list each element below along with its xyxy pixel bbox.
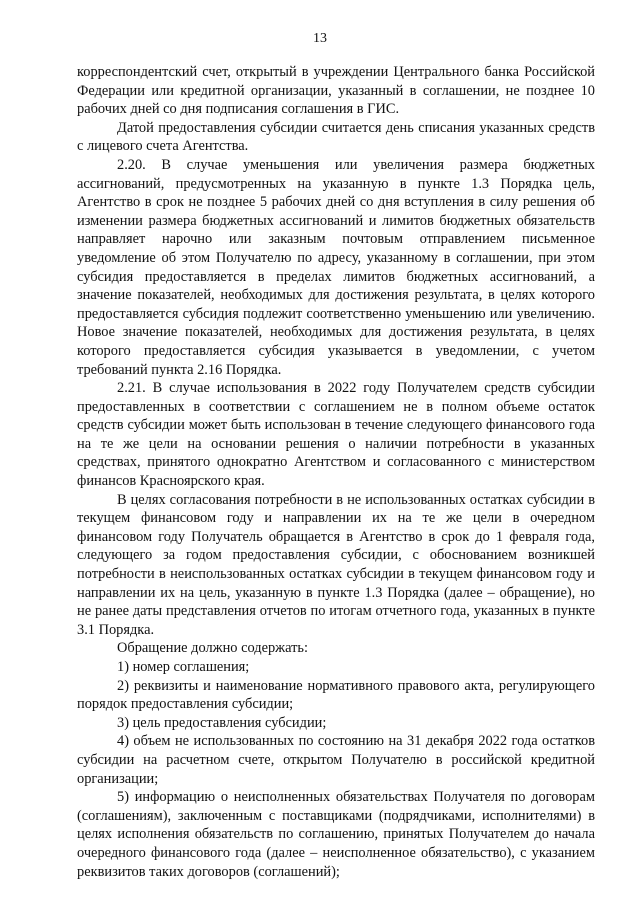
paragraph-2-20: 2.20. В случае уменьшения или увеличения размера бюджетных ассигнований, предусмотренных на указанную в пункте 1.3 Порядка цель, Агентство в срок не позднее 5 рабочих дней со дня вступления в силу решения об изменении размера бюджетных ассигнований и лимитов бюджетных обязательств направляет нарочно или заказным почтовым отправлением письменное уведомление об этом Получателю по адресу, указанному в соглашении, при этом субсидия предоставляется в пределах лимитов бюджетных ассигнований, а значение показателей, необходимых для достижения результата, в целях которого предоставляется субсидия подлежит соответственно уменьшению или увеличению. Новое значение показателей, необходимых для достижения результата, в целях которого предоставляется субсидия указывается в уведомлении, с учетом требований пункта 2.16 Порядка.: [77, 156, 595, 378]
document-body: [77, 63, 595, 881]
list-item-3: 3) цель предоставления субсидии;: [117, 714, 327, 731]
paragraph-correspondent-account: корреспондентский счет, открытый в учреждении Центрального банка Российской Федерации или кредитной организации, указанный в соглашении, не позднее 10 рабочих дней со дня подписания соглашения в ГИС.: [77, 64, 595, 118]
paragraph-2-21: 2.21. В случае использования в 2022 году Получателем средств субсидии предоставленных в соответствии с соглашением не в полном объеме остаток средств субсидии может быть использован в течение следующего финансового года на те же цели на основании решения о наличии потребности в указанных средствах, принятого однократно Агентством и согласованного с министерством финансов Красноярского края.: [77, 380, 595, 490]
list-item-1: 1) номер соглашения;: [117, 659, 250, 675]
page-number: 13: [313, 31, 327, 46]
list-item-2: 2) реквизиты и наименование нормативного правового акта, регулирующего порядок предоставления субсидии;: [77, 677, 595, 713]
list-item-4: 4) объем не использованных по состоянию на 31 декабря 2022 года остатков субсидии на расчетном счете, открытом Получателю в российской кредитной организации;: [77, 733, 595, 787]
list-item-5: 5) информацию о неисполненных обязательствах Получателя по договорам (соглашениям), заключенным с поставщиками (подрядчиками, исполнителями) в целях исполнения обязательств по соглашению, принятых Получателем до начала очередного финансового года (далее – неисполненное обязательство), с указанием реквизитов таких договоров (соглашений);: [77, 789, 595, 880]
paragraph-subsidy-date: Датой предоставления субсидии считается день списания указанных средств с лицевого счета Агентства.: [77, 119, 595, 155]
paragraph-approval-request: В целях согласования потребности в не использованных остатках субсидии в текущем финансовом году и направлении их на те же цели в очередном финансовом году Получатель обращается в Агентство в срок до 1 февраля года, следующего за годом предоставления субсидии, с обоснованием возникшей потребности в неиспользованных остатках субсидии в текущем финансовом году и направлении их на цель, указанную в пункте 1.3 Порядка (далее – обращение), но не ранее даты представления отчетов по итогам отчетного года, указанных в пункте 3.1 Порядка.: [77, 491, 595, 638]
paragraph-request-contents: Обращение должно содержать:: [117, 640, 308, 657]
